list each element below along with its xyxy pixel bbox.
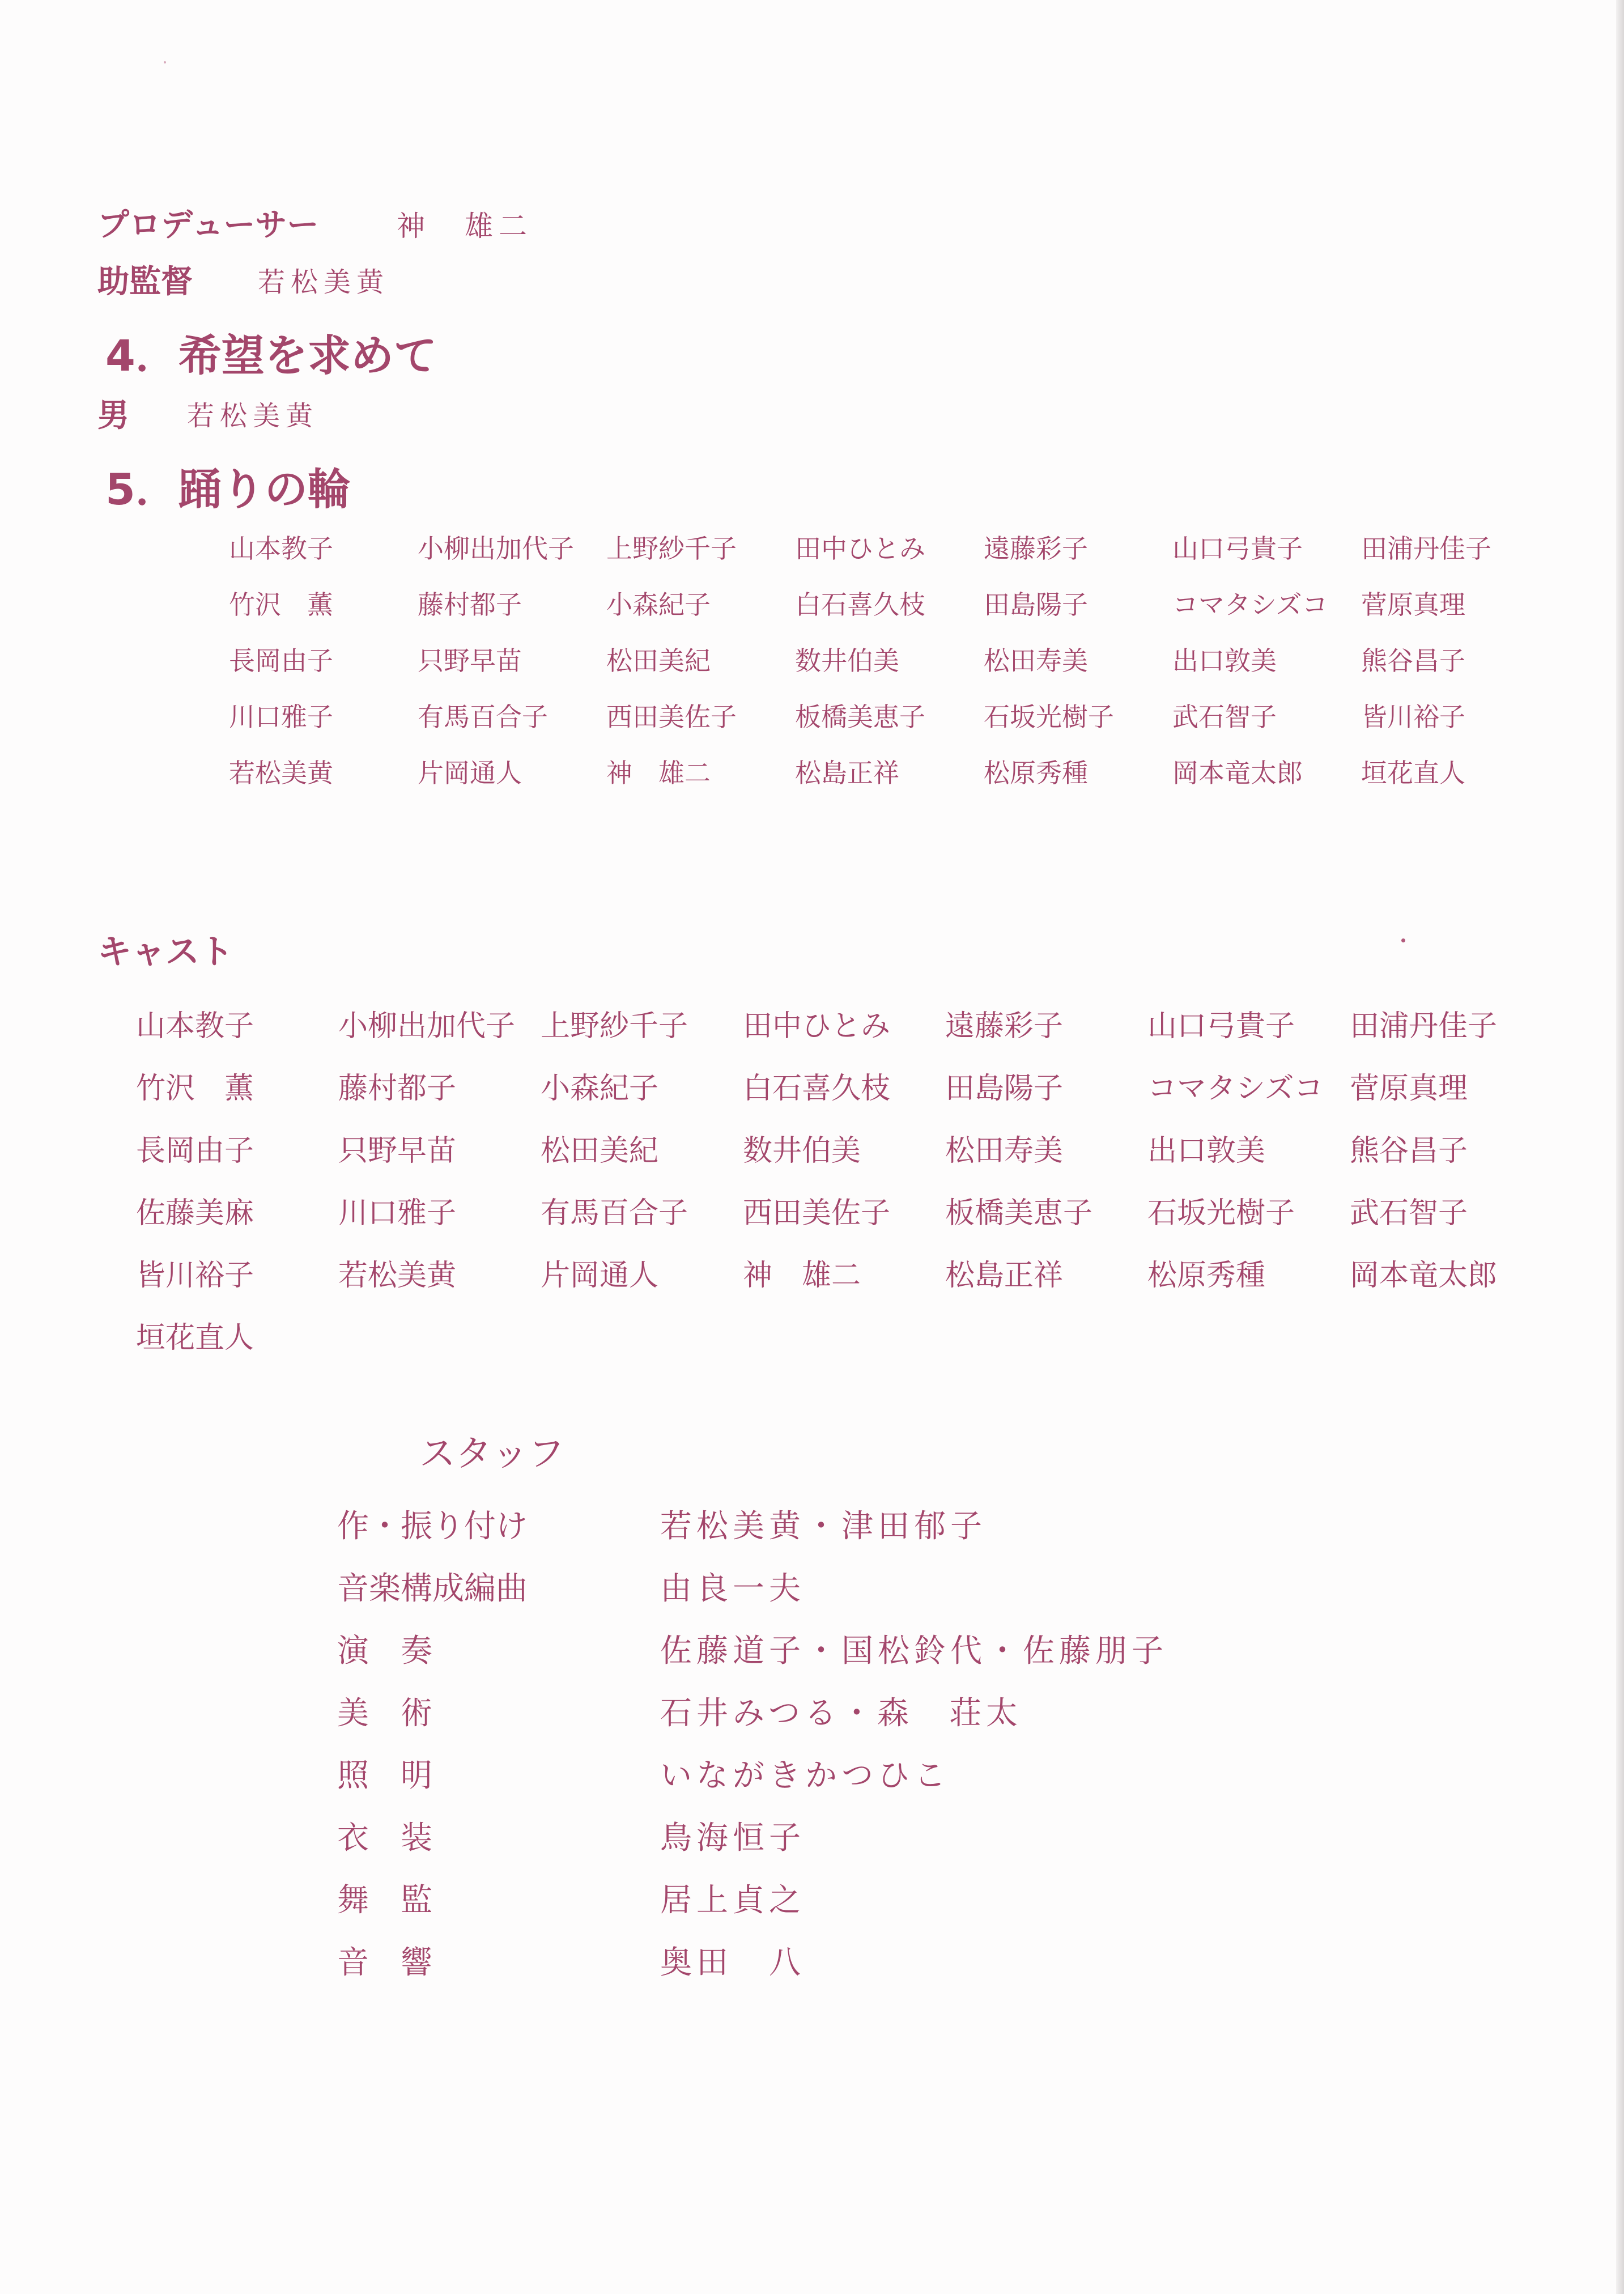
performer-name: 熊谷昌子 xyxy=(1361,645,1465,676)
cast-member-name: 熊谷昌子 xyxy=(1350,1134,1468,1168)
cast-member-name: 石坂光樹子 xyxy=(1147,1196,1295,1230)
cast-title: キャスト xyxy=(97,932,233,972)
producer-name: 神 雄二 xyxy=(397,210,533,243)
section5-title: 5．踊りの輪 xyxy=(105,464,351,515)
section4-role: 男 xyxy=(97,397,129,434)
cast-member-name: 田中ひとみ xyxy=(743,1009,891,1043)
performer-name: 菅原真理 xyxy=(1361,589,1465,620)
cast-member-name: 菅原真理 xyxy=(1350,1072,1468,1106)
cast-member-name: 若松美黄 xyxy=(338,1259,457,1293)
cast-member-name: 小森紀子 xyxy=(541,1072,659,1106)
cast-member-name: 田浦丹佳子 xyxy=(1350,1009,1498,1043)
cast-member-name: 板橋美恵子 xyxy=(945,1196,1093,1230)
cast-member-name: 武石智子 xyxy=(1350,1196,1468,1230)
staff-name: 居上貞之 xyxy=(660,1882,805,1919)
cast-member-name: 数井伯美 xyxy=(743,1134,861,1168)
performer-name: 松田美紀 xyxy=(606,645,711,676)
staff-role: 演 奏 xyxy=(337,1633,432,1669)
cast-member-name: 竹沢 薫 xyxy=(136,1072,254,1106)
staff-role: 音 響 xyxy=(337,1944,432,1981)
cast-member-name: 小柳出加代子 xyxy=(338,1009,516,1043)
staff-role: 衣 装 xyxy=(337,1820,432,1857)
cast-member-name: 垣花直人 xyxy=(136,1321,254,1355)
staff-role: 照 明 xyxy=(337,1757,432,1794)
cast-member-name: 皆川裕子 xyxy=(136,1259,254,1293)
performer-name: 藤村都子 xyxy=(418,589,522,620)
staff-name: 若松美黄・津田郁子 xyxy=(660,1508,987,1545)
cast-member-name: 遠藤彩子 xyxy=(945,1009,1064,1043)
performer-name: 長岡由子 xyxy=(229,645,333,676)
performer-name: 小森紀子 xyxy=(606,589,711,620)
performer-name: 武石智子 xyxy=(1172,702,1277,732)
cast-member-name: 佐藤美麻 xyxy=(136,1196,254,1230)
staff-name: 由良一夫 xyxy=(660,1570,805,1607)
cast-member-name: 川口雅子 xyxy=(338,1196,457,1230)
performer-name: 白石喜久枝 xyxy=(795,589,925,620)
cast-member-name: 松田美紀 xyxy=(541,1134,659,1168)
performer-name: 皆川裕子 xyxy=(1361,702,1465,732)
producer-label: プロデューサー xyxy=(97,207,319,244)
staff-name: 奥田 八 xyxy=(660,1944,805,1981)
performer-name: 神 雄二 xyxy=(606,758,711,788)
staff-role: 作・振り付け xyxy=(337,1508,528,1545)
performer-name: 只野早苗 xyxy=(418,645,522,676)
cast-member-name: 神 雄二 xyxy=(743,1259,861,1293)
performer-name: 山口弓貴子 xyxy=(1172,533,1303,564)
performer-name: 松島正祥 xyxy=(795,758,899,788)
cast-member-name: コマタシズコ xyxy=(1147,1072,1324,1106)
section4-name: 若松美黄 xyxy=(187,400,319,432)
performer-name: 松原秀種 xyxy=(984,758,1088,788)
performer-name: 出口敦美 xyxy=(1172,645,1277,676)
assistant-director-name: 若松美黄 xyxy=(258,266,390,298)
performer-name: 山本教子 xyxy=(229,533,333,564)
performer-name: 田島陽子 xyxy=(984,589,1088,620)
staff-name: 佐藤道子・国松鈴代・佐藤朋子 xyxy=(660,1633,1168,1669)
cast-member-name: 西田美佐子 xyxy=(743,1196,891,1230)
cast-member-name: 片岡通人 xyxy=(541,1259,659,1293)
performer-name: 竹沢 薫 xyxy=(229,589,333,620)
cast-member-name: 山口弓貴子 xyxy=(1147,1009,1295,1043)
staff-name: 鳥海恒子 xyxy=(660,1820,805,1857)
assistant-director-label: 助監督 xyxy=(97,264,193,300)
performer-name: 若松美黄 xyxy=(229,758,333,788)
section4-title: 4．希望を求めて xyxy=(105,330,437,381)
staff-role: 舞 監 xyxy=(337,1882,432,1919)
cast-member-name: 長岡由子 xyxy=(136,1134,254,1168)
staff-title: スタッフ xyxy=(419,1433,564,1475)
cast-member-name: 有馬百合子 xyxy=(541,1196,688,1230)
performer-name: 西田美佐子 xyxy=(606,702,737,732)
cast-member-name: 白石喜久枝 xyxy=(743,1072,891,1106)
cast-member-name: 藤村都子 xyxy=(338,1072,457,1106)
page-edge-shadow xyxy=(1616,0,1624,2294)
performer-name: 小柳出加代子 xyxy=(418,533,574,564)
performer-name: 岡本竜太郎 xyxy=(1172,758,1303,788)
performer-name: 有馬百合子 xyxy=(418,702,548,732)
speck xyxy=(164,61,166,63)
staff-role: 美 術 xyxy=(337,1695,432,1732)
performer-name: 上野紗千子 xyxy=(606,533,737,564)
cast-member-name: 山本教子 xyxy=(136,1009,254,1043)
staff-role: 音楽構成編曲 xyxy=(337,1570,528,1607)
performer-name: 片岡通人 xyxy=(418,758,522,788)
performer-name: コマタシズコ xyxy=(1172,589,1328,620)
performer-name: 数井伯美 xyxy=(795,645,899,676)
staff-name: 石井みつる・森 荘太 xyxy=(660,1695,1022,1732)
cast-member-name: 松島正祥 xyxy=(945,1259,1064,1293)
cast-member-name: 田島陽子 xyxy=(945,1072,1064,1106)
performer-name: 垣花直人 xyxy=(1361,758,1465,788)
performer-name: 石坂光樹子 xyxy=(984,702,1114,732)
performer-name: 板橋美恵子 xyxy=(795,702,925,732)
cast-member-name: 松原秀種 xyxy=(1147,1259,1266,1293)
speck xyxy=(1401,938,1405,942)
performer-name: 田中ひとみ xyxy=(795,533,925,564)
cast-member-name: 上野紗千子 xyxy=(541,1009,688,1043)
performer-name: 田浦丹佳子 xyxy=(1361,533,1491,564)
cast-member-name: 松田寿美 xyxy=(945,1134,1064,1168)
performer-name: 川口雅子 xyxy=(229,702,333,732)
staff-name: いながきかつひこ xyxy=(660,1757,950,1794)
performer-name: 遠藤彩子 xyxy=(984,533,1088,564)
cast-member-name: 只野早苗 xyxy=(338,1134,457,1168)
cast-member-name: 岡本竜太郎 xyxy=(1350,1259,1498,1293)
cast-member-name: 出口敦美 xyxy=(1147,1134,1266,1168)
performer-name: 松田寿美 xyxy=(984,645,1088,676)
